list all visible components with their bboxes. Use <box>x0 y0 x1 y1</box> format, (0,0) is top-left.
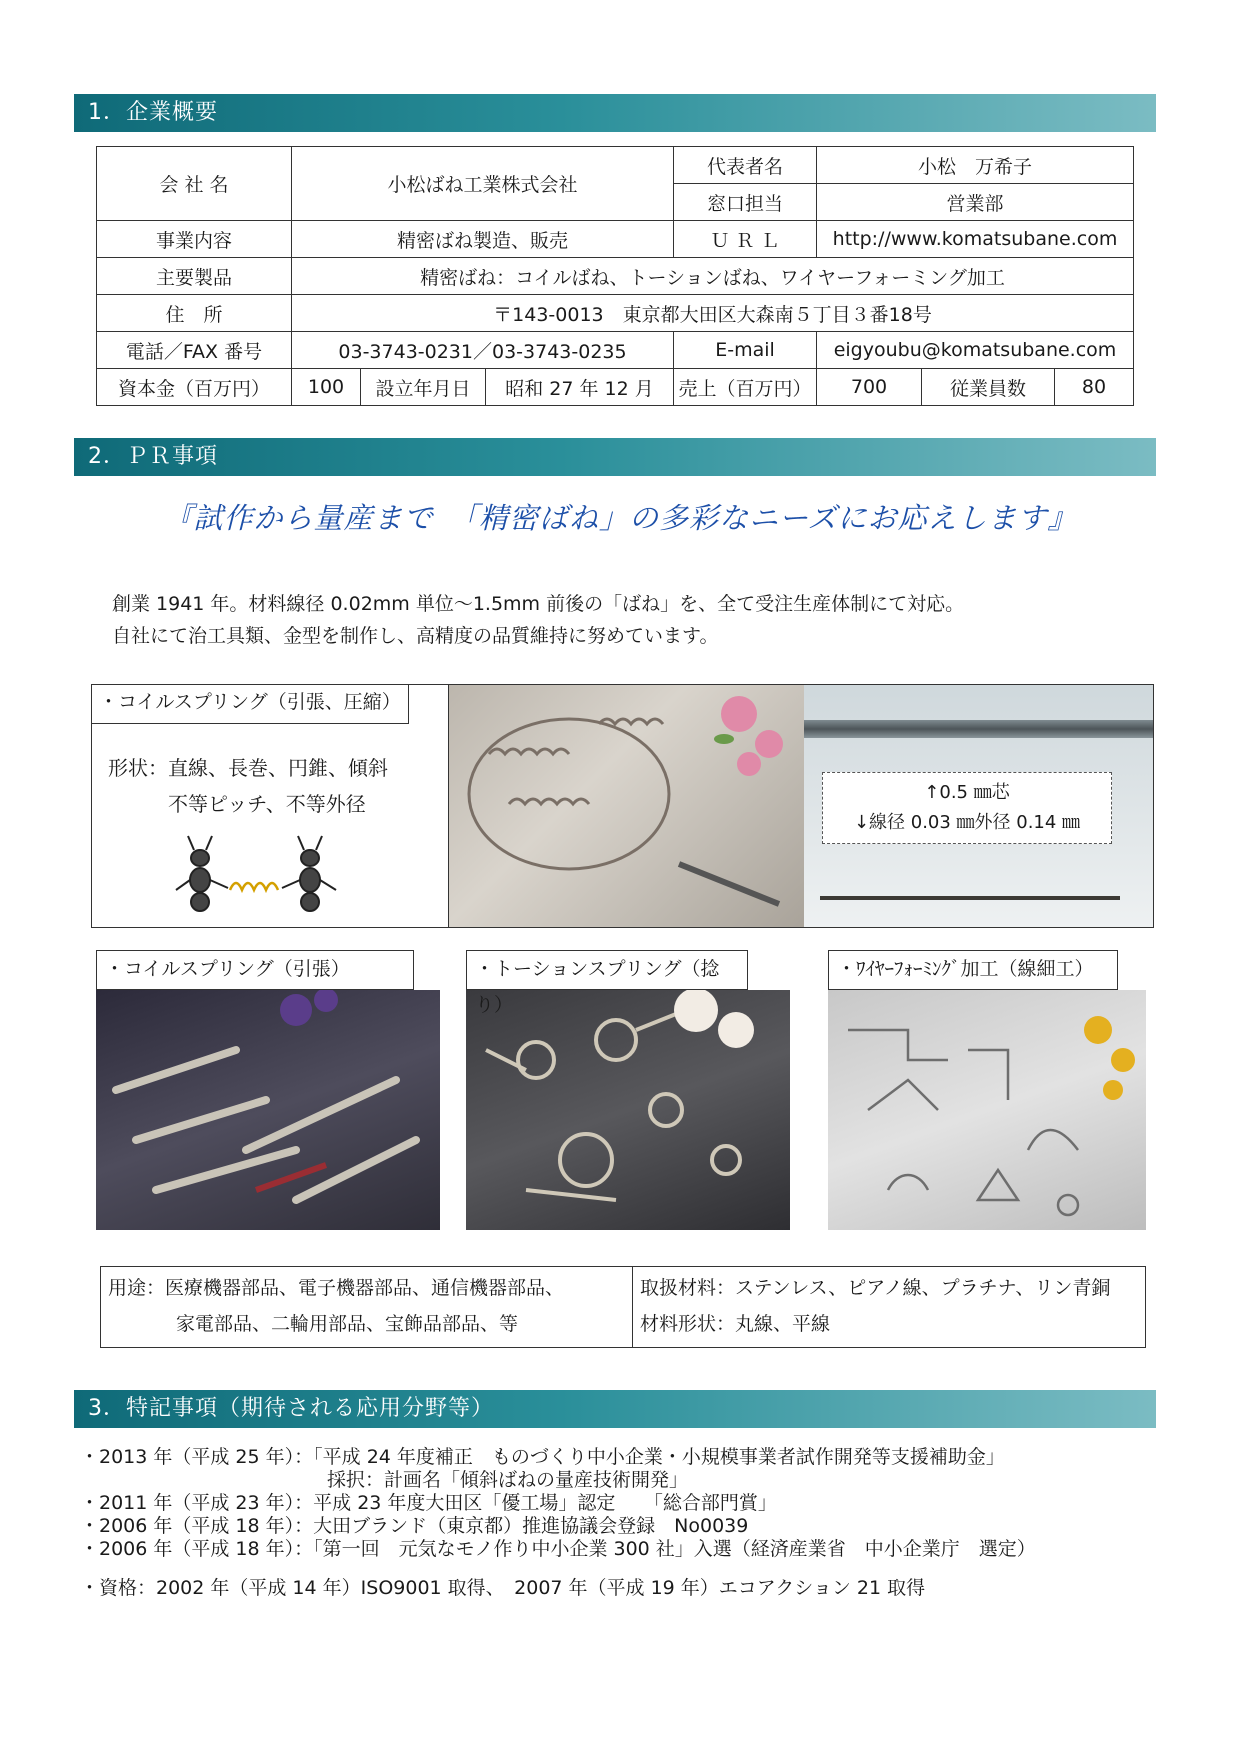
business-label: 事業内容 <box>97 221 292 258</box>
address-label: 住 所 <box>97 295 292 332</box>
micro-line-1: ↑0.5 ㎜芯 <box>924 782 1010 803</box>
url-link[interactable]: http://www.komatsubane.com <box>817 221 1134 258</box>
materials-block <box>640 1270 1110 1342</box>
tel-value: 03-3743-0231／03-3743-0235 <box>292 332 674 369</box>
company-name: 小松ばね工業株式会社 <box>292 147 674 221</box>
torsion-spring-graphic <box>466 990 790 1230</box>
micro-line-2: ↓線径 0.03 ㎜外径 0.14 ㎜ <box>853 812 1081 833</box>
company-info-table <box>96 146 1134 406</box>
company-name-label: 会 社 名 <box>97 147 292 221</box>
url-label: Ｕ Ｒ Ｌ <box>674 221 817 258</box>
employees-label: 従業員数 <box>922 369 1055 406</box>
note-item: ・2006 年（平成 18 年）：大田ブランド（東京都）推進協議会登録 No0039 <box>80 1515 749 1537</box>
note-item: ・2011 年（平成 23 年）：平成 23 年度大田区「優工場」認定 「総合部門賞」 <box>80 1492 777 1514</box>
tension-spring-caption: ・コイルスプリング（引張） <box>96 950 414 990</box>
contact-label: 窓口担当 <box>674 184 817 221</box>
wire-forming-caption: ・ﾜｲﾔｰﾌｫｰﾐﾝｸﾞ加工（線細工） <box>828 950 1118 990</box>
founded-value: 昭和 27 年 12 月 <box>486 369 674 406</box>
products-top-frame <box>91 684 1154 928</box>
uses-line-2: 家電部品、二輪用部品、宝飾品部品、等 <box>176 1313 519 1335</box>
notes-list <box>80 1446 1036 1600</box>
materials-line-1: 取扱材料：ステンレス、ピアノ線、プラチナ、リン青銅 <box>640 1277 1111 1299</box>
note-item: 採択：計画名「傾斜ばねの量産技術開発」 <box>80 1469 689 1491</box>
pr-slogan: 『試作から量産まで 「精密ばね」の多彩なニーズにお応えします』 <box>163 501 1078 535</box>
employees-value: 80 <box>1055 369 1134 406</box>
products-value: 精密ばね：コイルばね、トーションばね、ワイヤーフォーミング加工 <box>292 258 1134 295</box>
tension-spring-photo <box>96 990 440 1230</box>
sales-value: 700 <box>817 369 922 406</box>
tension-spring-graphic <box>96 990 440 1230</box>
usage-divider <box>632 1266 633 1348</box>
uses-block <box>108 1270 564 1342</box>
qualification: ・資格：2002 年（平成 14 年）ISO9001 取得、 2007 年（平成 19 年）エコアクション 21 取得 <box>80 1577 926 1599</box>
contact-value: 営業部 <box>817 184 1134 221</box>
note-item: ・2013 年（平成 25 年）：「平成 24 年度補正 ものづくり中小企業・小規模事業者試作開発等支援補助金」 <box>80 1446 1005 1468</box>
business-value: 精密ばね製造、販売 <box>292 221 674 258</box>
section-header-overview: 1．企業概要 <box>74 94 1156 132</box>
coil-spring-caption: ・コイルスプリング（引張、圧縮） <box>91 684 409 724</box>
shape-line-1: 形状：直線、長巻、円錐、傾斜 <box>108 756 388 780</box>
section-header-pr: 2．ＰＲ事項 <box>74 438 1156 476</box>
intro-line-2: 自社にて治工具類、金型を制作し、高精度の品質維持に努めています。 <box>112 625 719 647</box>
intro-line-1: 創業 1941 年。材料線径 0.02mm 単位～1.5mm 前後の「ばね」を、全て受注生産体制にて対応。 <box>112 593 965 615</box>
torsion-spring-photo <box>466 990 790 1230</box>
capital-label: 資本金（百万円） <box>97 369 292 406</box>
founded-label: 設立年月日 <box>361 369 486 406</box>
note-item: ・2006 年（平成 18 年）：「第一回 元気なモノ作り中小企業 300 社」入選（経済産業省 中小企業庁 選定） <box>80 1538 1036 1560</box>
uses-line-1: 用途：医療機器部品、電子機器部品、通信機器部品、 <box>108 1277 565 1299</box>
capital-value: 100 <box>292 369 361 406</box>
rep-name: 小松 万希子 <box>817 147 1134 184</box>
products-label: 主要製品 <box>97 258 292 295</box>
tel-label: 電話／FAX 番号 <box>97 332 292 369</box>
wire-forming-photo <box>828 990 1146 1230</box>
shape-line-2: 不等ピッチ、不等外径 <box>168 792 366 816</box>
wire-forming-graphic <box>828 990 1146 1230</box>
email-link[interactable]: eigyoubu@komatsubane.com <box>817 332 1134 369</box>
sales-label: 売上（百万円） <box>674 369 817 406</box>
email-label: E-mail <box>674 332 817 369</box>
materials-line-2: 材料形状：丸線、平線 <box>640 1313 831 1335</box>
address-value: 〒143-0013 東京都大田区大森南５丁目３番18号 <box>292 295 1134 332</box>
rep-label: 代表者名 <box>674 147 817 184</box>
pr-intro <box>112 588 964 652</box>
section-header-notes: 3．特記事項（期待される応用分野等） <box>74 1390 1156 1428</box>
torsion-spring-caption: ・トーションスプリング（捻り） <box>466 950 748 990</box>
